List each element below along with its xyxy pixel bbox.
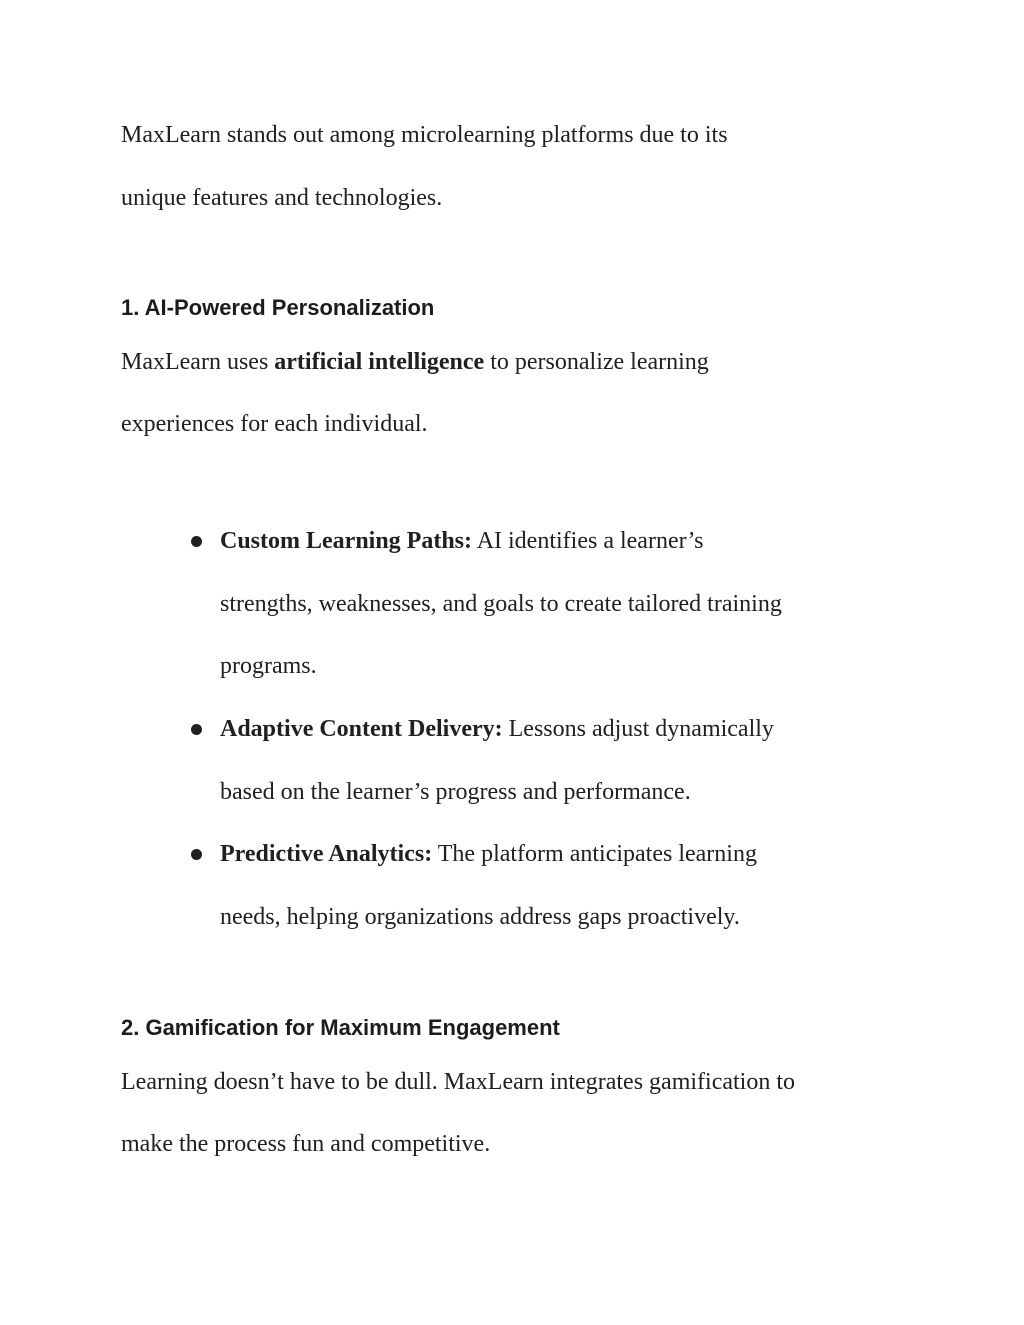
section-2-paragraph-line-1: Learning doesn’t have to be dull. MaxLearn integrates gamification to [121, 1069, 796, 1095]
bullet-1-text: AI identifies a learner’s [472, 528, 704, 554]
bullet-2-text: Lessons adjust dynamically [502, 716, 774, 742]
bullet-2-line-1 [220, 714, 774, 744]
section-1-paragraph-text: MaxLearn uses [121, 349, 275, 375]
intro-line-2: unique features and technologies. [121, 185, 443, 211]
section-1-heading: 1. AI-Powered Personalization [121, 295, 435, 320]
bullet-3-title: Predictive Analytics: [220, 841, 433, 867]
bullet-icon [191, 724, 202, 735]
bullet-1-title: Custom Learning Paths: [220, 528, 473, 554]
bullet-2-line-2: based on the learner’s progress and performance. [220, 779, 691, 805]
bullet-1-line-3: programs. [220, 653, 317, 679]
section-1-paragraph-text-after: to personalize learning [484, 349, 709, 375]
section-2-paragraph-line-2: make the process fun and competitive. [121, 1131, 491, 1157]
bullet-3-text: The platform anticipates learning [432, 841, 757, 867]
bullet-1-line-2: strengths, weaknesses, and goals to create tailored training [220, 591, 782, 617]
section-1-paragraph-line-2: experiences for each individual. [121, 411, 428, 437]
bullet-1-line-1 [220, 526, 703, 556]
bullet-3-line-1 [220, 839, 757, 869]
intro-line-1: MaxLearn stands out among microlearning platforms due to its [121, 122, 728, 148]
section-1-paragraph-line-1 [121, 347, 709, 377]
bullet-2-title: Adaptive Content Delivery: [220, 716, 503, 742]
section-1-paragraph-bold-term: artificial intelligence [274, 349, 485, 375]
bullet-3-line-2: needs, helping organizations address gaps proactively. [220, 904, 740, 930]
bullet-icon [191, 849, 202, 860]
section-2-heading: 2. Gamification for Maximum Engagement [121, 1015, 560, 1040]
bullet-icon [191, 536, 202, 547]
